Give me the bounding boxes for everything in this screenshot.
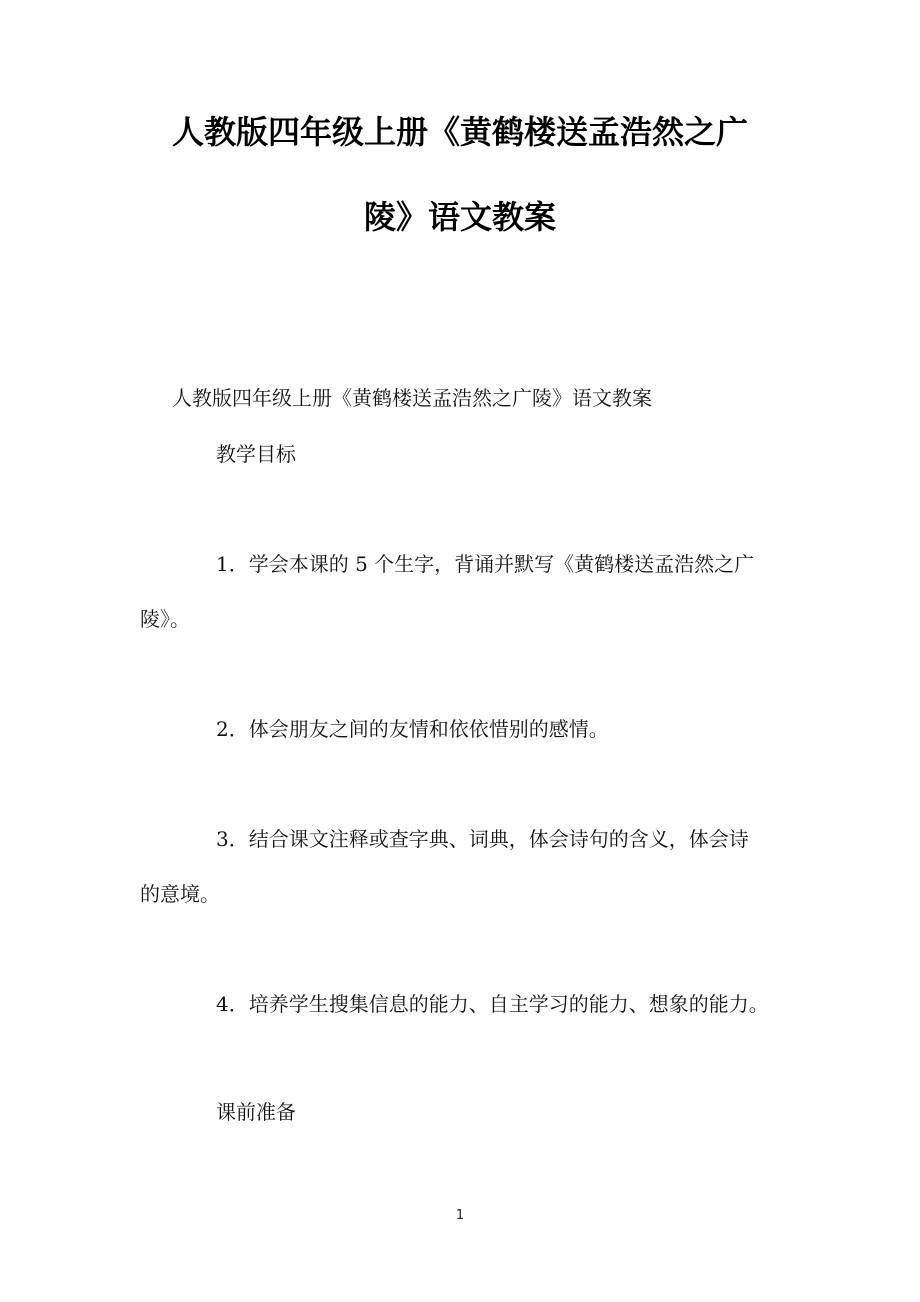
document-title-line-2: 陵》语文教案 [363, 198, 556, 236]
page-number: 1 [455, 1208, 465, 1223]
goal-item-4: 4．培养学生搜集信息的能力、自主学习的能力、想象的能力。 [216, 992, 769, 1016]
document-title-line-1: 人教版四年级上册《黄鹤楼送孟浩然之广 [171, 113, 748, 151]
goal-item-3-line-1: 3．结合课文注释或查字典、词典，体会诗句的含义，体会诗 [216, 827, 749, 851]
goal-item-1-line-2: 陵》。 [140, 607, 190, 631]
goal-item-3-line-2: 的意境。 [140, 882, 220, 906]
document-subtitle: 人教版四年级上册《黄鹤楼送孟浩然之广陵》语文教案 [172, 386, 652, 410]
goal-item-2: 2．体会朋友之间的友情和依依惜别的感情。 [216, 717, 609, 741]
section-heading-preparation: 课前准备 [216, 1100, 296, 1124]
section-heading-goals: 教学目标 [216, 442, 296, 466]
goal-item-1-line-1: 1．学会本课的 5 个生字，背诵并默写《黄鹤楼送孟浩然之广 [216, 552, 755, 576]
